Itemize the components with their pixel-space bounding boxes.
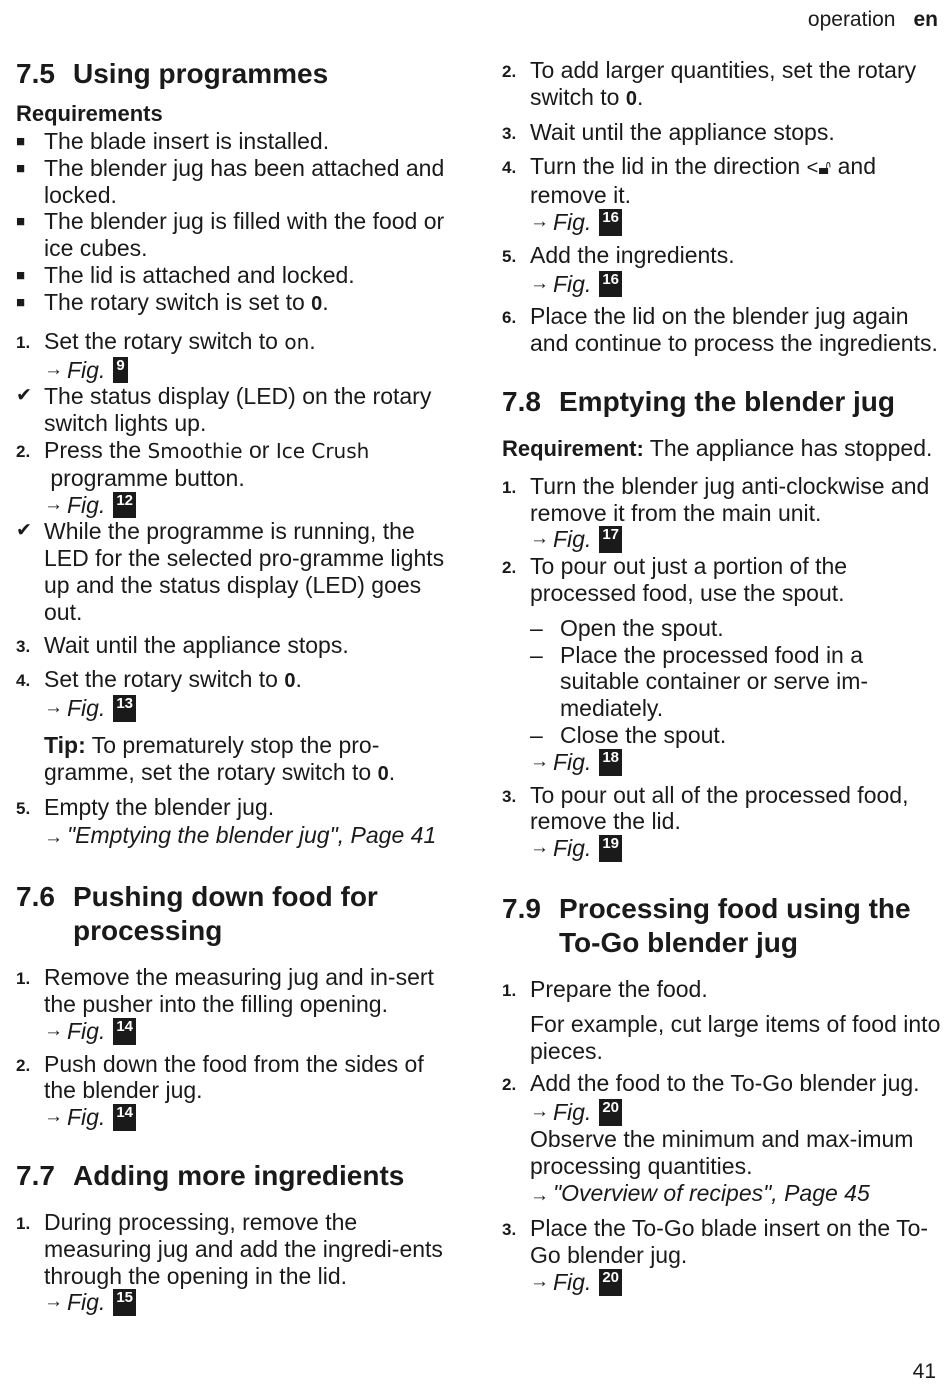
figure-ref: → Fig. 20 xyxy=(502,1099,942,1126)
step: 4. Set the rotary switch to 0. xyxy=(16,666,302,693)
figure-ref: → Fig. 20 xyxy=(502,1269,942,1296)
figure-ref: → Fig. 9 xyxy=(16,357,461,384)
figure-ref: → Fig. 16 xyxy=(502,271,942,298)
list-item: – Place the processed food in a suitable container or serve im-mediately. xyxy=(530,641,869,722)
step: 1. Remove the measuring jug and in-sert the pusher into the filling opening. xyxy=(16,964,434,1017)
requirements-label: Requirements xyxy=(16,101,163,126)
result: ✔ While the programme is running, the LED for the selected pro-gramme lights up and the status display (LED) goes out. xyxy=(16,518,445,625)
step: 2. To pour out just a portion of the processed food, use the spout. xyxy=(502,553,848,606)
heading-7-6: 7.6 Pushing down food for processing xyxy=(16,881,378,947)
list-item: – Close the spout. xyxy=(530,721,727,748)
figure-number: 13 xyxy=(113,695,136,722)
check-icon: ✔ xyxy=(16,520,32,542)
heading-7-7: 7.7 Adding more ingredients xyxy=(16,1159,405,1191)
list-item: ■ The rotary switch is set to 0. xyxy=(16,289,461,318)
page-number: 41 xyxy=(912,1360,936,1384)
section-title: Using programmes xyxy=(73,58,329,89)
heading-7-8: 7.8 Emptying the blender jug xyxy=(502,385,896,417)
figure-ref: → Fig. 16 xyxy=(502,209,942,236)
figure-number: 9 xyxy=(113,357,127,384)
list-item: ■ The blender jug has been attached and locked. xyxy=(16,154,445,208)
step: 1. Set the rotary switch to on. xyxy=(16,327,316,354)
step: 5. Empty the blender jug. xyxy=(16,793,275,820)
figure-ref: → Fig. 14 xyxy=(16,1018,461,1045)
figure-number: 19 xyxy=(599,835,622,862)
result: ✔ The status display (LED) on the rotary switch lights up. xyxy=(16,383,432,437)
figure-number: 12 xyxy=(113,492,136,519)
header-language: en xyxy=(913,8,938,31)
bullet-icon: ■ xyxy=(16,293,26,311)
figure-number: 14 xyxy=(113,1018,136,1045)
figure-ref: → Fig. 19 xyxy=(502,835,942,862)
heading-7-9: 7.9 Processing food using the To-Go blender jug xyxy=(502,892,911,958)
step: 1. Turn the blender jug anti-clockwise and remove it from the main unit. xyxy=(502,472,930,526)
figure-ref: → Fig. 15 xyxy=(16,1289,461,1316)
step: 1. Prepare the food. xyxy=(502,975,708,1002)
cross-reference[interactable]: → "Emptying the blender jug", Page 41 xyxy=(44,822,437,849)
figure-number: 16 xyxy=(599,209,622,236)
figure-number: 15 xyxy=(113,1289,136,1316)
note: For example, cut large items of food into pieces. xyxy=(530,1010,941,1064)
bullet-icon: ■ xyxy=(16,159,26,177)
figure-ref: → Fig. 13 xyxy=(16,695,461,722)
figure-number: 17 xyxy=(599,526,622,553)
step: 3. Wait until the appliance stops. xyxy=(16,631,349,658)
figure-ref: → Fig. 18 xyxy=(502,749,942,776)
heading-7-5 xyxy=(16,57,461,91)
step: 2. Press the Smoothie or Ice Crush programme button. xyxy=(16,436,370,491)
note: Observe the minimum and max-imum processing quantities. xyxy=(530,1125,914,1179)
check-icon: ✔ xyxy=(16,385,32,407)
step: 2. Add the food to the To-Go blender jug. xyxy=(502,1070,920,1097)
figure-ref: → Fig. 14 xyxy=(16,1104,461,1131)
list-item: ■ The lid is attached and locked. xyxy=(16,261,355,288)
figure-number: 14 xyxy=(113,1104,136,1131)
step: 5. Add the ingredients. xyxy=(502,241,735,268)
left-column xyxy=(16,0,461,1316)
section-number: 7.5 xyxy=(16,58,55,89)
step: 2. Push down the food from the sides of the blender jug. xyxy=(16,1050,424,1104)
step: 3. To pour out all of the processed food, remove the lid. xyxy=(502,781,909,835)
tip: Tip: To prematurely stop the pro-gramme, set the rotary switch to 0. xyxy=(44,731,396,785)
list-item: ■ The blade insert is installed. xyxy=(16,127,330,154)
figure-number: 20 xyxy=(599,1269,622,1296)
step: 1. During processing, remove the measuring jug and add the ingredi-ents through the opening in the lid. xyxy=(16,1208,443,1289)
figure-number: 20 xyxy=(599,1099,622,1126)
figure-ref: → Fig. 17 xyxy=(502,526,942,553)
bullet-icon: ■ xyxy=(16,266,26,284)
figure-number: 18 xyxy=(599,749,622,776)
right-column xyxy=(502,0,942,1296)
list-item: ■ The blender jug is filled with the food or ice cubes. xyxy=(16,208,445,262)
requirement: Requirement: The appliance has stopped. xyxy=(502,434,933,461)
header-section: operation xyxy=(807,8,896,31)
figure-number: 16 xyxy=(599,271,622,298)
step: 3. Place the To-Go blade insert on the To-Go blender jug. xyxy=(502,1215,929,1269)
step: 2. To add larger quantities, set the rotary switch to 0. xyxy=(502,57,917,110)
figure-ref: → Fig. 12 xyxy=(16,492,461,519)
step: 3. Wait until the appliance stops. xyxy=(502,118,835,145)
bullet-icon: ■ xyxy=(16,132,26,150)
list-item: – Open the spout. xyxy=(530,614,724,641)
bullet-icon: ■ xyxy=(16,213,26,231)
step: 4. Turn the lid in the direction <🔓︎ and remove it. xyxy=(502,153,876,209)
cross-reference[interactable]: → "Overview of recipes", Page 45 xyxy=(530,1179,870,1206)
unlock-icon: <🔓︎ xyxy=(806,157,832,180)
step: 6. Place the lid on the blender jug again and continue to process the ingredients. xyxy=(502,303,938,357)
